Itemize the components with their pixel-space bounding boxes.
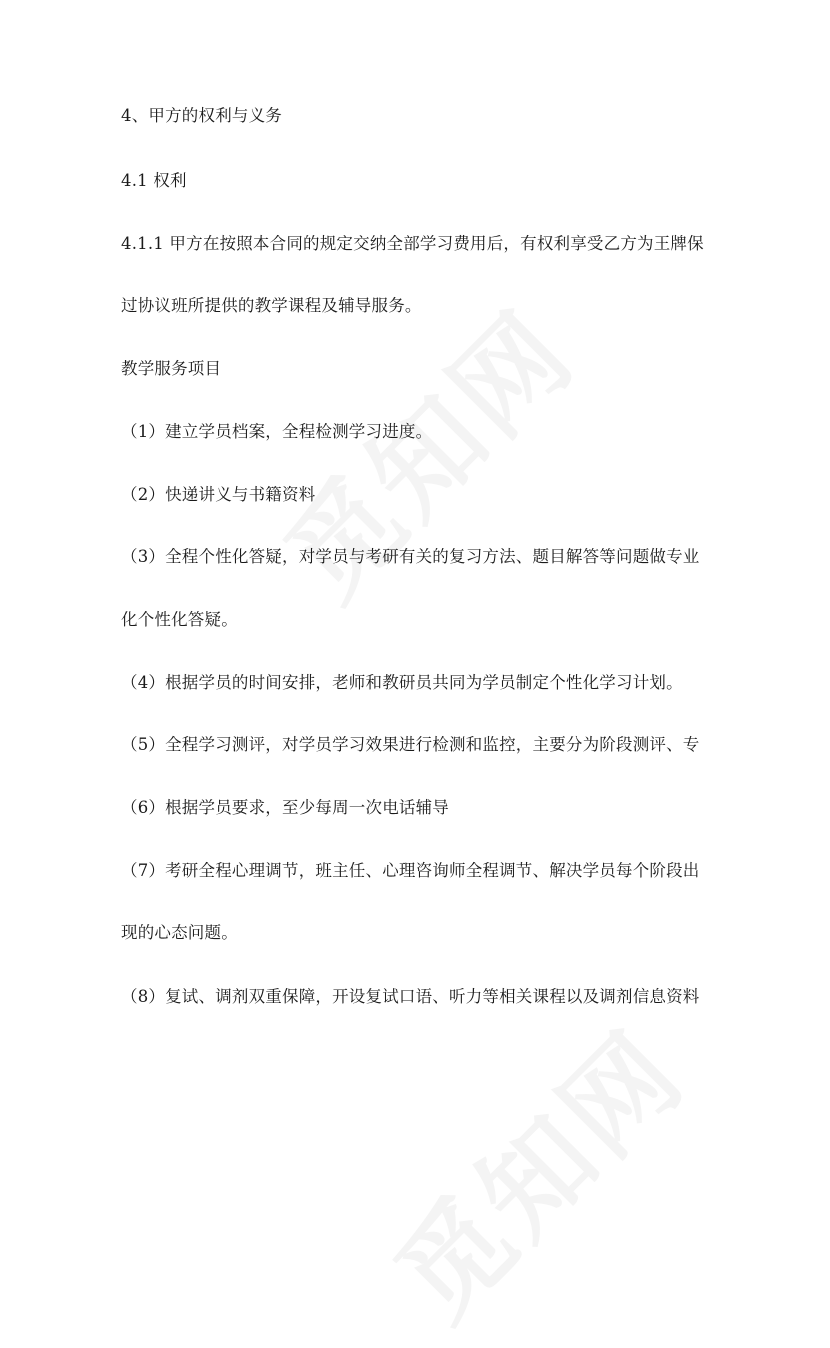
list-item: （2）快递讲义与书籍资料 xyxy=(121,485,316,504)
paragraph-line: 4.1.1 甲方在按照本合同的规定交纳全部学习费用后，有权利享受乙方为王牌保 xyxy=(121,234,704,253)
list-item: （6）根据学员要求，至少每周一次电话辅导 xyxy=(121,798,449,817)
list-item: （1）建立学员档案，全程检测学习进度。 xyxy=(121,422,433,441)
list-item-continuation: 现的心态问题。 xyxy=(121,923,238,942)
subsection-heading: 4.1 权利 xyxy=(121,171,187,190)
list-item: （3）全程个性化答疑，对学员与考研有关的复习方法、题目解答等问题做专业 xyxy=(121,547,700,566)
section-heading: 4、甲方的权利与义务 xyxy=(121,106,282,125)
watermark xyxy=(245,270,603,628)
list-heading: 教学服务项目 xyxy=(121,359,222,378)
list-item: （8）复试、调剂双重保障，开设复试口语、听力等相关课程以及调剂信息资料 xyxy=(121,987,700,1006)
list-item-continuation: 化个性化答疑。 xyxy=(121,610,238,629)
list-item: （5）全程学习测评，对学员学习效果进行检测和监控，主要分为阶段测评、专 xyxy=(121,735,700,754)
paragraph-line: 过协议班所提供的教学课程及辅导服务。 xyxy=(121,296,422,315)
watermark xyxy=(355,990,713,1348)
list-item: （4）根据学员的时间安排，老师和教研员共同为学员制定个性化学习计划。 xyxy=(121,673,683,692)
list-item: （7）考研全程心理调节，班主任、心理咨询师全程调节、解决学员每个阶段出 xyxy=(121,861,700,880)
